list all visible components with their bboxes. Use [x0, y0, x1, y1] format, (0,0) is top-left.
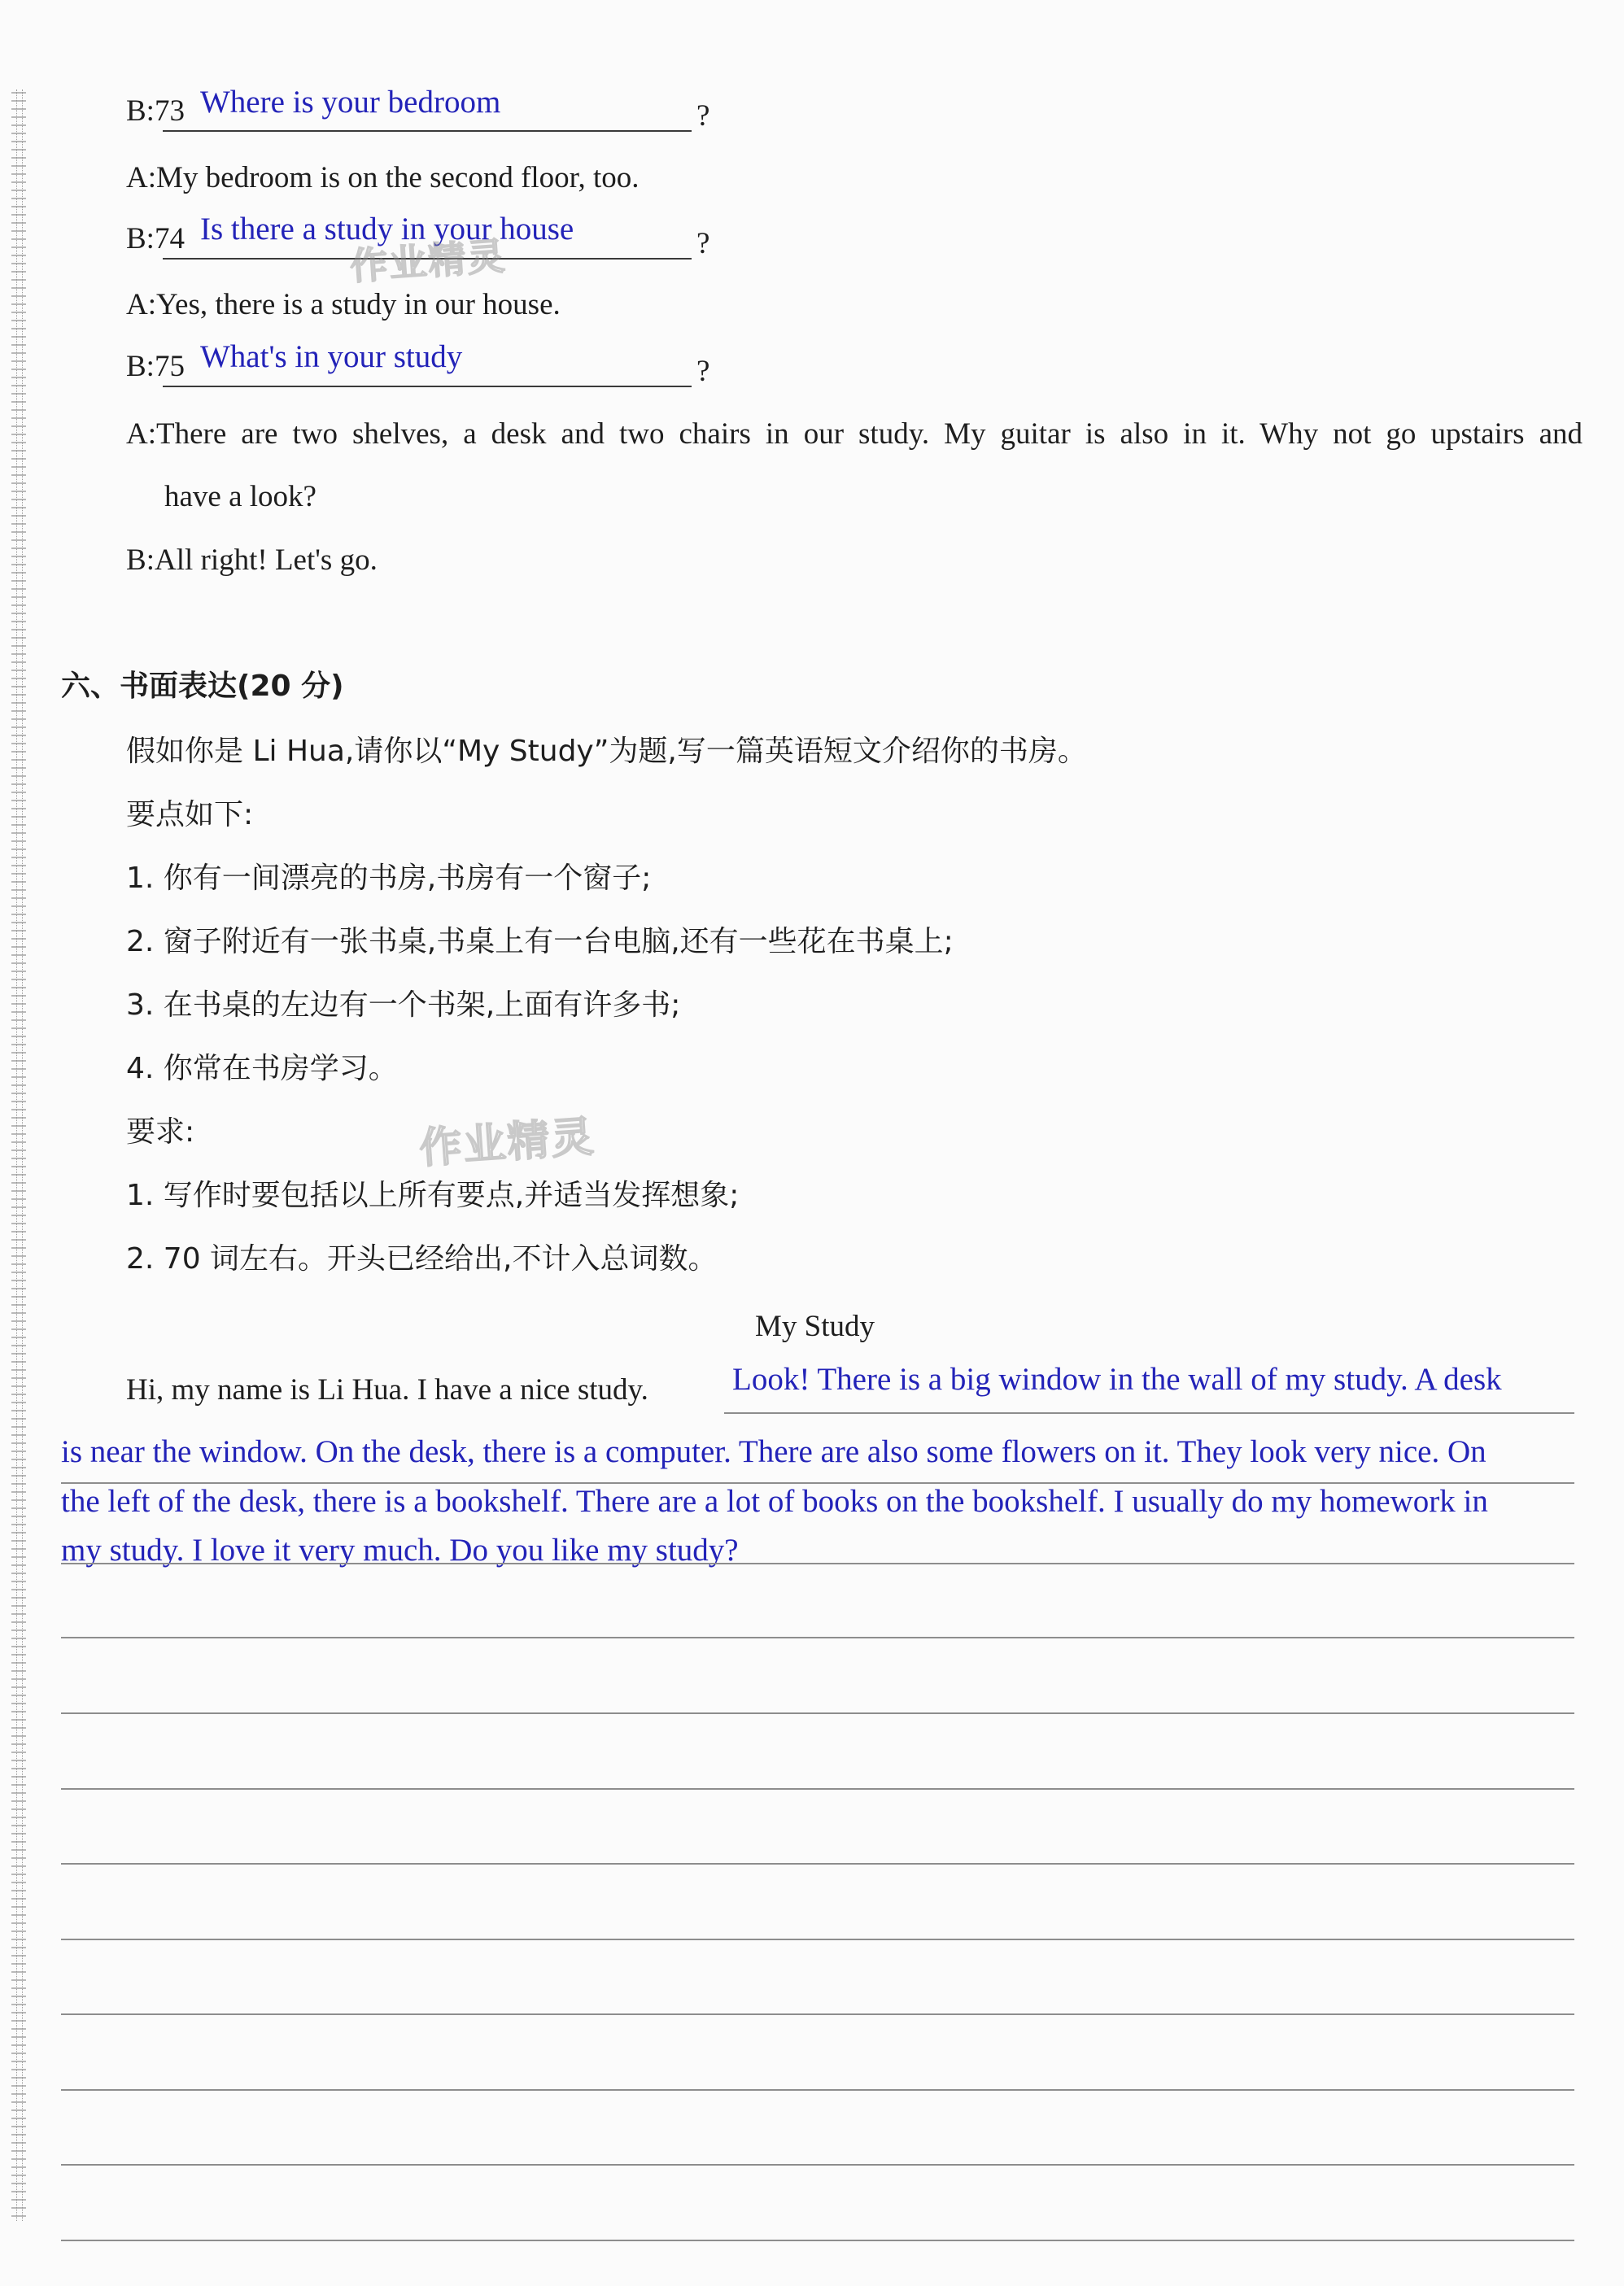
speaker-b-75: B:75	[126, 350, 185, 383]
essay-line: the left of the desk, there is a bookshelf. There are a lot of books on the bookshelf. I usually do my homework in	[61, 1484, 1488, 1519]
writing-line	[61, 2240, 1574, 2241]
dialogue-line-b-final: B:All right! Let's go.	[126, 543, 378, 577]
essay-opening: Hi, my name is Li Hua. I have a nice study.	[126, 1373, 648, 1407]
writing-line	[61, 1939, 1574, 1940]
answer-line-73	[163, 130, 692, 132]
question-mark-75: ?	[696, 355, 710, 388]
answer-75: What's in your study	[200, 339, 463, 374]
requirement-item: 2. 70 词左右。开头已经给出,不计入总词数。	[126, 1242, 718, 1276]
essay-line: my study. I love it very much. Do you like my study?	[61, 1533, 739, 1568]
watermark: 作业精灵	[417, 1112, 597, 1174]
writing-line	[61, 1788, 1574, 1790]
essay-line: Look! There is a big window in the wall of my study. A desk	[732, 1362, 1502, 1397]
requirements-heading: 要求:	[126, 1115, 195, 1149]
point-item: 4. 你常在书房学习。	[126, 1052, 398, 1085]
answer-line-75	[163, 386, 692, 387]
dialogue-line-a3: A:There are two shelves, a desk and two chairs in our study. My guitar is also in it. Why not go upstairs and	[126, 417, 1583, 451]
writing-prompt: 假如你是 Li Hua,请你以“My Study”为题,写一篇英语短文介绍你的书房。	[126, 735, 1087, 768]
speaker-b-74: B:74	[126, 222, 185, 255]
dialogue-line-a1: A:My bedroom is on the second floor, too.	[126, 161, 640, 194]
speaker-b-73: B:73	[126, 94, 185, 128]
essay-line: is near the window. On the desk, there is a computer. There are also some flowers on it. They look very nice. On	[61, 1434, 1486, 1469]
point-item: 2. 窗子附近有一张书桌,书桌上有一台电脑,还有一些花在书桌上;	[126, 925, 954, 958]
point-item: 1. 你有一间漂亮的书房,书房有一个窗子;	[126, 862, 652, 895]
question-mark-74: ?	[696, 227, 710, 260]
writing-line	[724, 1412, 1574, 1414]
dialogue-line-a3-cont: have a look?	[164, 480, 317, 513]
writing-line	[61, 2013, 1574, 2015]
writing-line	[61, 2089, 1574, 2091]
writing-line	[61, 2164, 1574, 2166]
writing-line	[61, 1637, 1574, 1638]
essay-title: My Study	[755, 1310, 875, 1343]
answer-74: Is there a study in your house	[200, 212, 574, 246]
section-title: 六、书面表达(20 分)	[61, 670, 344, 703]
dialogue-line-a2: A:Yes, there is a study in our house.	[126, 288, 561, 321]
requirement-item: 1. 写作时要包括以上所有要点,并适当发挥想象;	[126, 1179, 740, 1212]
binding-edge	[11, 89, 26, 2221]
question-mark-73: ?	[696, 99, 710, 133]
answer-73: Where is your bedroom	[200, 85, 501, 120]
writing-line	[61, 1712, 1574, 1714]
writing-line	[61, 1863, 1574, 1865]
points-heading: 要点如下:	[126, 798, 254, 831]
point-item: 3. 在书桌的左边有一个书架,上面有许多书;	[126, 988, 681, 1022]
writing-line	[61, 1563, 1574, 1564]
watermark: 作业精灵	[348, 233, 508, 289]
